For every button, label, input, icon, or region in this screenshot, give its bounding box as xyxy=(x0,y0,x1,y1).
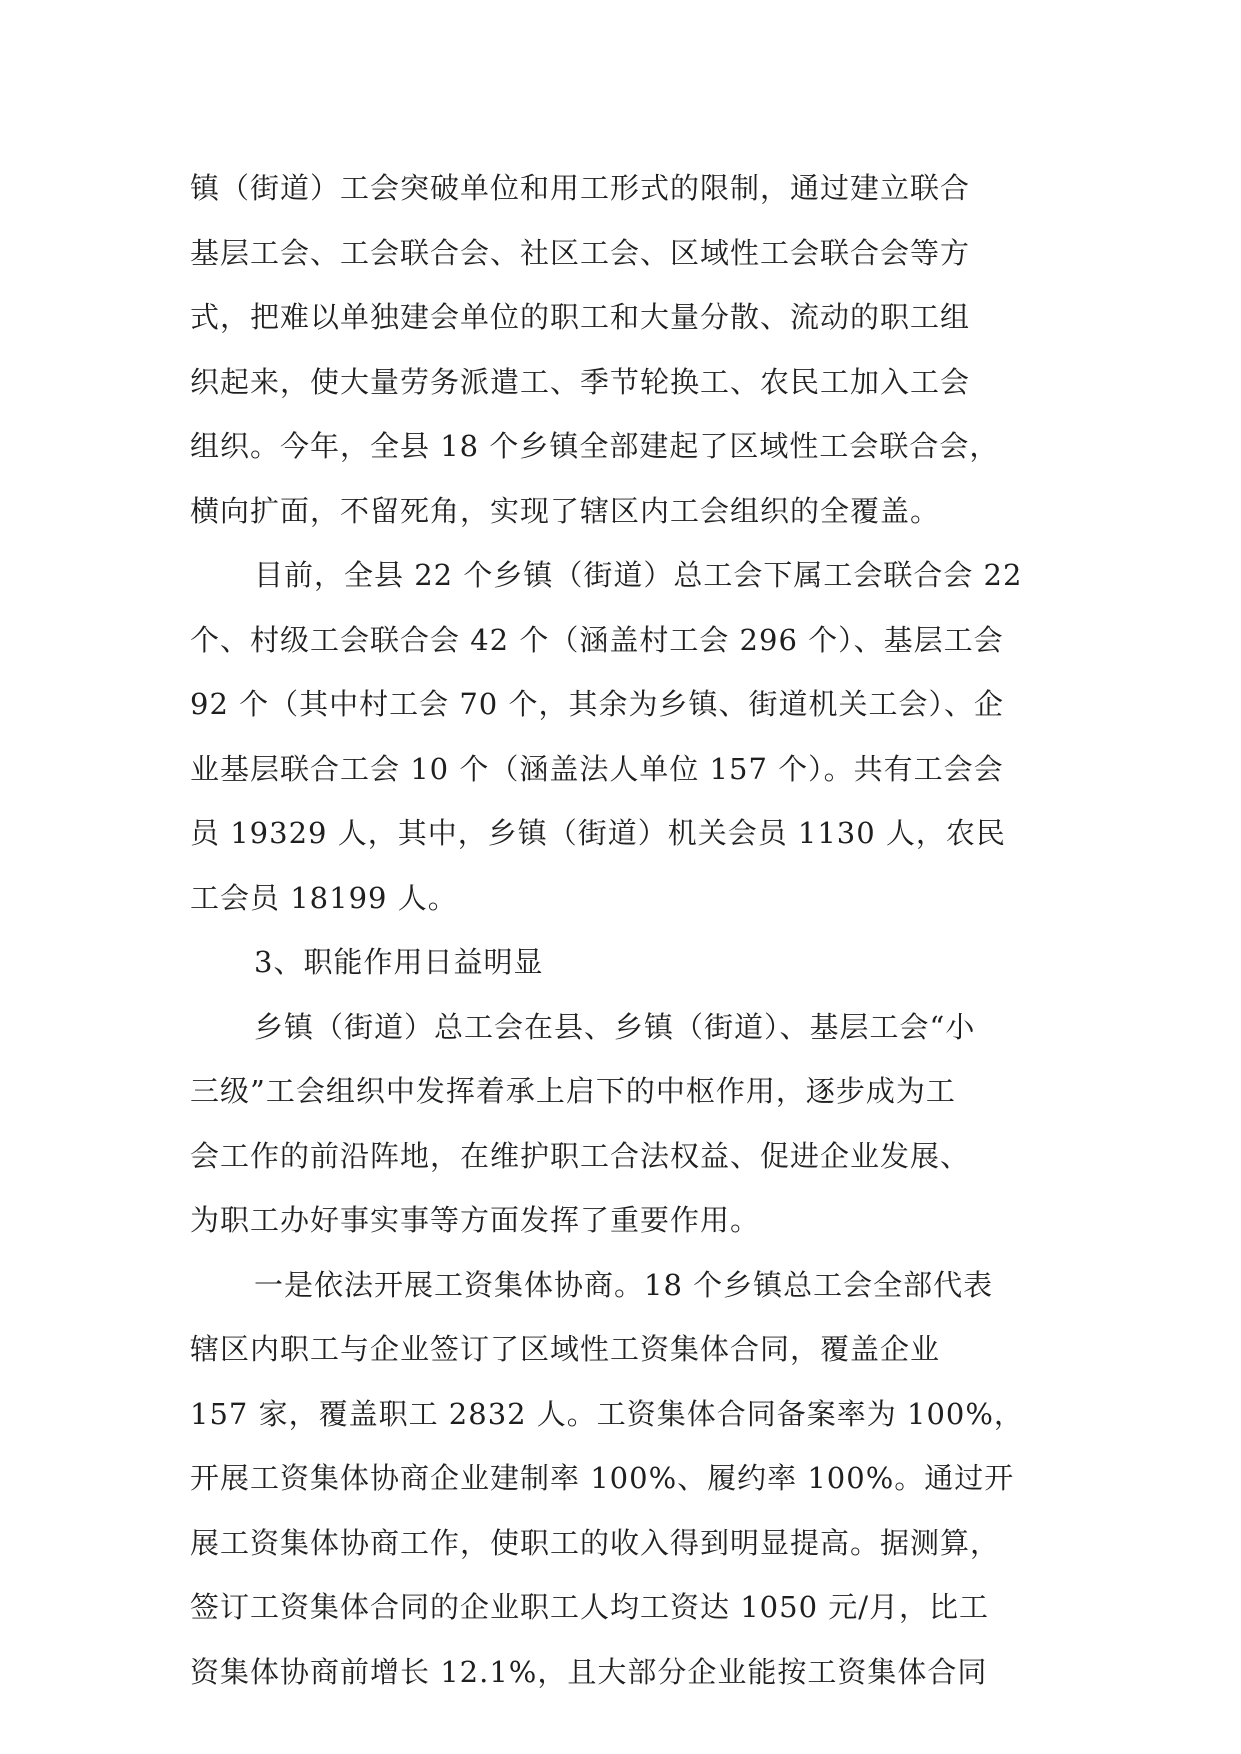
text-line: 横向扩面，不留死角，实现了辖区内工会组织的全覆盖。 xyxy=(190,493,941,528)
text-line: 工会员 18199 人。 xyxy=(190,880,458,915)
text-line: 会工作的前沿阵地，在维护职工合法权益、促进企业发展、 xyxy=(190,1138,971,1173)
paragraph-start-line: 目前，全县 22 个乡镇（街道）总工会下属工会联合会 22 xyxy=(254,558,1023,592)
text-line: 组织。今年，全县 18 个乡镇全部建起了区域性工会联合会， xyxy=(190,429,1000,463)
text-line: 92 个（其中村工会 70 个，其余为乡镇、街道机关工会）、企 xyxy=(190,687,1004,721)
text-line: 个、村级工会联合会 42 个（涵盖村工会 296 个）、基层工会 xyxy=(190,622,1004,657)
text-line: 157 家，覆盖职工 2832 人。工资集体合同备案率为 100%， xyxy=(190,1396,1024,1431)
text-line: 为职工办好事实事等方面发挥了重要作用。 xyxy=(190,1203,761,1237)
text-line: 业基层联合工会 10 个（涵盖法人单位 157 个）。共有工会会 xyxy=(190,751,1004,786)
text-line: 镇（街道）工会突破单位和用工形式的限制，通过建立联合 xyxy=(190,171,971,205)
text-line: 展工资集体协商工作，使职工的收入得到明显提高。据测算， xyxy=(190,1525,1001,1560)
text-line: 签订工资集体合同的企业职工人均工资达 1050 元/月，比工 xyxy=(190,1590,990,1624)
text-line: 资集体协商前增长 12.1%，且大部分企业能按工资集体合同 xyxy=(190,1654,988,1689)
paragraph-start-line: 乡镇（街道）总工会在县、乡镇（街道）、基层工会“小 xyxy=(254,1009,976,1044)
text-line: 织起来，使大量劳务派遣工、季节轮换工、农民工加入工会 xyxy=(190,364,971,399)
text-line: 员 19329 人，其中，乡镇（街道）机关会员 1130 人，农民 xyxy=(190,816,1006,850)
text-line: 开展工资集体协商企业建制率 100%、履约率 100%。通过开 xyxy=(190,1461,1015,1495)
text-line: 辖区内职工与企业签订了区域性工资集体合同，覆盖企业 xyxy=(190,1332,941,1366)
text-line: 基层工会、工会联合会、社区工会、区域性工会联合会等方 xyxy=(190,235,971,270)
paragraph-start-line: 一是依法开展工资集体协商。18 个乡镇总工会全部代表 xyxy=(254,1267,994,1302)
text-line: 三级”工会组织中发挥着承上启下的中枢作用，逐步成为工 xyxy=(190,1074,956,1108)
body-text xyxy=(190,156,1070,1704)
text-line: 式，把难以单独建会单位的职工和大量分散、流动的职工组 xyxy=(190,300,971,334)
section-heading: 3、职能作用日益明显 xyxy=(254,945,544,979)
